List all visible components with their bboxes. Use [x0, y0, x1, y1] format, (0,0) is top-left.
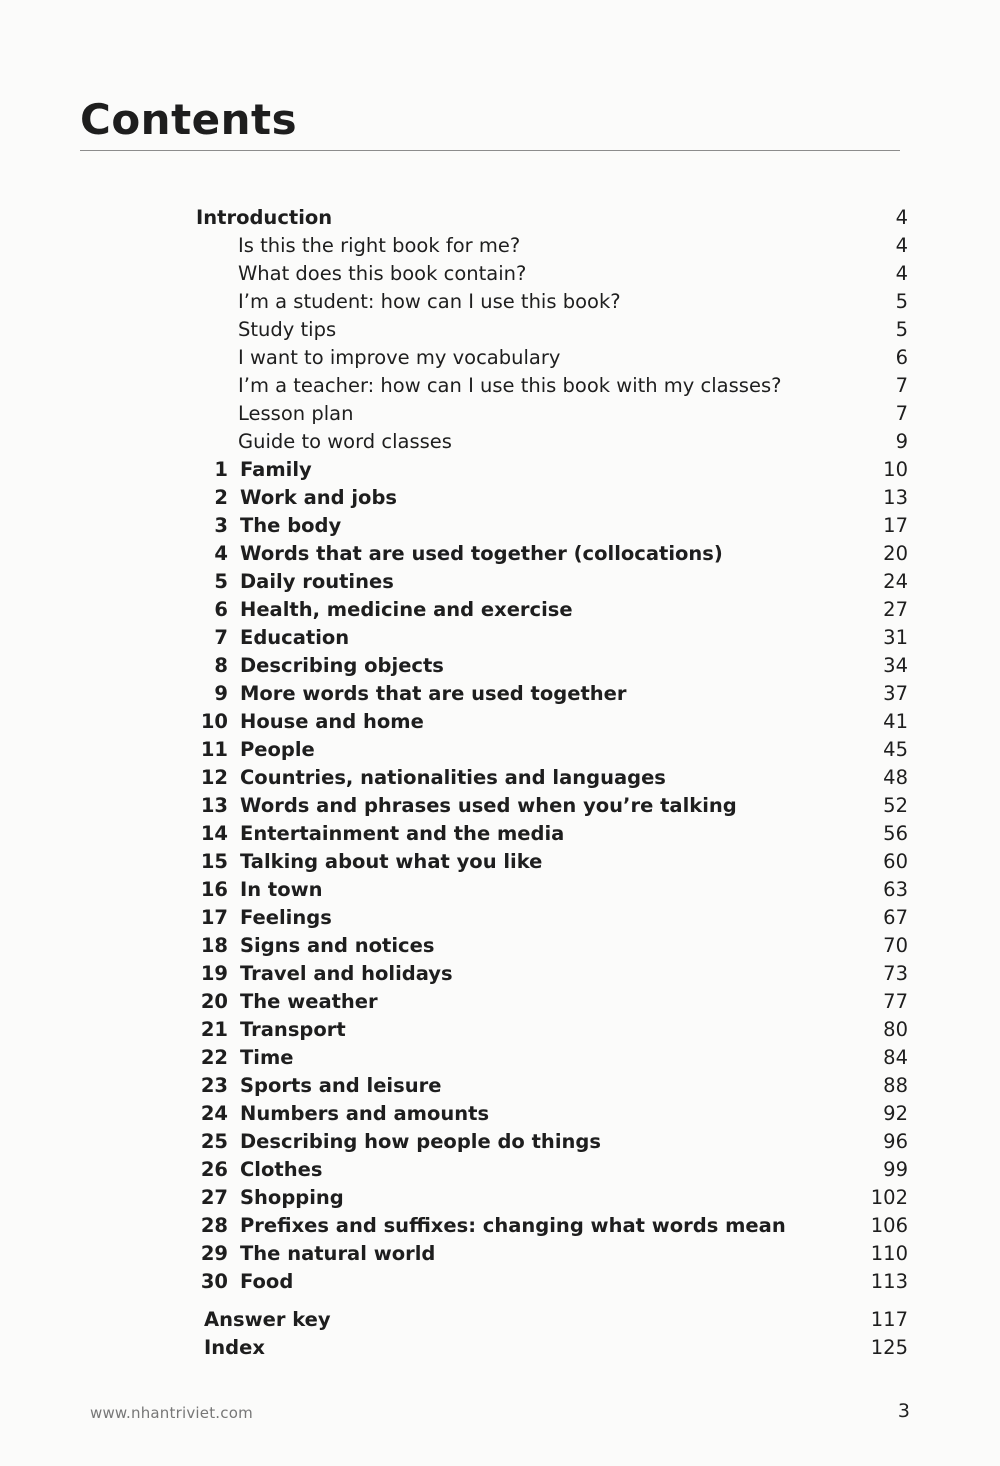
toc-label: The natural world — [240, 1242, 436, 1265]
toc-unit[interactable] — [0, 1240, 1000, 1268]
toc-unit[interactable] — [0, 876, 1000, 904]
toc-back-item[interactable] — [0, 1334, 1000, 1362]
toc-unit-number: 3 — [214, 514, 228, 537]
toc-page: 67 — [883, 906, 908, 929]
toc-page: 113 — [870, 1270, 908, 1293]
toc-unit[interactable] — [0, 596, 1000, 624]
toc-unit[interactable] — [0, 904, 1000, 932]
toc-unit[interactable] — [0, 540, 1000, 568]
toc-unit[interactable] — [0, 1072, 1000, 1100]
toc-unit[interactable] — [0, 680, 1000, 708]
toc-label: I’m a student: how can I use this book? — [238, 290, 621, 313]
toc-page: 52 — [883, 794, 908, 817]
toc-page: 84 — [883, 1046, 908, 1069]
toc-page: 106 — [870, 1214, 908, 1237]
toc-label: I want to improve my vocabulary — [238, 346, 561, 369]
page-number: 3 — [897, 1400, 910, 1422]
toc-label: Answer key — [204, 1308, 331, 1331]
toc-intro-item[interactable] — [0, 372, 1000, 400]
toc-unit[interactable] — [0, 736, 1000, 764]
toc-unit-number: 4 — [214, 542, 228, 565]
toc-unit-number: 14 — [200, 822, 228, 845]
toc-page: 27 — [883, 598, 908, 621]
toc-page: 117 — [870, 1308, 908, 1331]
toc-label: Family — [240, 458, 312, 481]
toc-label: What does this book contain? — [238, 262, 527, 285]
toc-label: Study tips — [238, 318, 337, 341]
back-matter — [0, 1306, 1000, 1362]
toc-unit-number: 24 — [200, 1102, 228, 1125]
toc-page: 70 — [883, 934, 908, 957]
toc-label: Transport — [240, 1018, 346, 1041]
toc-page: 96 — [883, 1130, 908, 1153]
toc-unit-number: 21 — [200, 1018, 228, 1041]
toc-unit-number: 5 — [214, 570, 228, 593]
toc-page: 10 — [883, 458, 908, 481]
toc-page: 41 — [883, 710, 908, 733]
toc-page: 99 — [883, 1158, 908, 1181]
toc-unit-number: 12 — [200, 766, 228, 789]
toc-page: 63 — [883, 878, 908, 901]
toc-unit[interactable] — [0, 960, 1000, 988]
toc-label: Shopping — [240, 1186, 344, 1209]
toc-label: In town — [240, 878, 323, 901]
toc-page: 60 — [883, 850, 908, 873]
toc-page: 45 — [883, 738, 908, 761]
toc-unit-number: 22 — [200, 1046, 228, 1069]
toc-unit-number: 2 — [214, 486, 228, 509]
toc-label: Health, medicine and exercise — [240, 598, 573, 621]
toc-label: Numbers and amounts — [240, 1102, 490, 1125]
toc-unit-number: 20 — [200, 990, 228, 1013]
toc-page: 20 — [883, 542, 908, 565]
toc-page: 7 — [895, 402, 908, 425]
toc-unit-number: 18 — [200, 934, 228, 957]
toc-unit[interactable] — [0, 1044, 1000, 1072]
toc-label: Is this the right book for me? — [238, 234, 521, 257]
toc-intro-item[interactable] — [0, 260, 1000, 288]
toc-page: 4 — [895, 234, 908, 257]
toc-label: House and home — [240, 710, 424, 733]
toc-label: Index — [204, 1336, 265, 1359]
toc-intro-item[interactable] — [0, 232, 1000, 260]
toc-unit-number: 6 — [214, 598, 228, 621]
toc-page: 73 — [883, 962, 908, 985]
toc-page: 4 — [895, 206, 908, 229]
toc-unit[interactable] — [0, 1016, 1000, 1044]
toc-unit-number: 1 — [214, 458, 228, 481]
toc-label: Time — [240, 1046, 294, 1069]
toc-unit[interactable] — [0, 1184, 1000, 1212]
toc-unit-number: 17 — [200, 906, 228, 929]
toc-unit[interactable] — [0, 1100, 1000, 1128]
toc-unit-number: 8 — [214, 654, 228, 677]
toc-page: 6 — [895, 346, 908, 369]
toc-unit-number: 23 — [200, 1074, 228, 1097]
toc-unit-number: 11 — [200, 738, 228, 761]
toc-label: I’m a teacher: how can I use this book with my classes? — [238, 374, 782, 397]
toc-unit-number: 26 — [200, 1158, 228, 1181]
toc-page: 24 — [883, 570, 908, 593]
toc-unit[interactable] — [0, 792, 1000, 820]
toc-page: 92 — [883, 1102, 908, 1125]
toc-page: 5 — [895, 318, 908, 341]
introduction-subitems — [0, 232, 1000, 456]
toc-page: 77 — [883, 990, 908, 1013]
toc-unit-number: 9 — [214, 682, 228, 705]
toc-unit-number: 28 — [200, 1214, 228, 1237]
toc-page: 88 — [883, 1074, 908, 1097]
toc-label: Describing how people do things — [240, 1130, 601, 1153]
toc-unit-number: 25 — [200, 1130, 228, 1153]
toc-label: More words that are used together — [240, 682, 627, 705]
toc-label: Introduction — [196, 206, 333, 229]
toc-unit[interactable] — [0, 1268, 1000, 1296]
toc-page: 31 — [883, 626, 908, 649]
toc-intro-item[interactable] — [0, 316, 1000, 344]
toc-page: 5 — [895, 290, 908, 313]
toc-label: Education — [240, 626, 350, 649]
toc-page: 37 — [883, 682, 908, 705]
toc-intro-item[interactable] — [0, 428, 1000, 456]
toc-page: 7 — [895, 374, 908, 397]
toc-back-item[interactable] — [0, 1306, 1000, 1334]
toc-page: 125 — [870, 1336, 908, 1359]
toc-label: Words that are used together (collocations) — [240, 542, 723, 565]
page-title: Contents — [80, 95, 298, 144]
toc-unit[interactable] — [0, 1156, 1000, 1184]
toc-unit-number: 10 — [200, 710, 228, 733]
toc-label: People — [240, 738, 315, 761]
toc-page: 110 — [870, 1242, 908, 1265]
toc-page: 48 — [883, 766, 908, 789]
toc-unit[interactable] — [0, 708, 1000, 736]
unit-list — [0, 456, 1000, 1296]
toc-unit-number: 19 — [200, 962, 228, 985]
toc-unit[interactable] — [0, 652, 1000, 680]
table-of-contents — [0, 204, 1000, 1362]
toc-label: Guide to word classes — [238, 430, 452, 453]
toc-page: 102 — [870, 1186, 908, 1209]
toc-unit-number: 30 — [200, 1270, 228, 1293]
toc-page: 4 — [895, 262, 908, 285]
toc-label: Lesson plan — [238, 402, 354, 425]
toc-unit[interactable] — [0, 932, 1000, 960]
toc-page: 80 — [883, 1018, 908, 1041]
toc-unit[interactable] — [0, 568, 1000, 596]
toc-unit[interactable] — [0, 1128, 1000, 1156]
toc-unit[interactable] — [0, 988, 1000, 1016]
toc-unit-number: 13 — [200, 794, 228, 817]
toc-unit-number: 16 — [200, 878, 228, 901]
toc-label: Entertainment and the media — [240, 822, 565, 845]
toc-label: Talking about what you like — [240, 850, 543, 873]
footer-url: www.nhantriviet.com — [90, 1404, 253, 1422]
toc-label: Daily routines — [240, 570, 394, 593]
toc-intro-item[interactable] — [0, 400, 1000, 428]
toc-unit[interactable] — [0, 484, 1000, 512]
toc-label: The body — [240, 514, 342, 537]
toc-unit[interactable] — [0, 848, 1000, 876]
toc-unit[interactable] — [0, 820, 1000, 848]
toc-intro-item[interactable] — [0, 344, 1000, 372]
toc-page: 34 — [883, 654, 908, 677]
toc-unit[interactable] — [0, 512, 1000, 540]
toc-unit-number: 29 — [200, 1242, 228, 1265]
toc-unit[interactable] — [0, 764, 1000, 792]
toc-label: Clothes — [240, 1158, 323, 1181]
toc-label: Signs and notices — [240, 934, 435, 957]
toc-introduction[interactable] — [0, 204, 1000, 232]
toc-page: 9 — [895, 430, 908, 453]
toc-page: 56 — [883, 822, 908, 845]
toc-label: Food — [240, 1270, 294, 1293]
toc-intro-item[interactable] — [0, 288, 1000, 316]
toc-label: Prefixes and suffixes: changing what words mean — [240, 1214, 786, 1237]
toc-unit-number: 27 — [200, 1186, 228, 1209]
toc-label: Travel and holidays — [240, 962, 453, 985]
toc-label: Describing objects — [240, 654, 444, 677]
toc-label: Feelings — [240, 906, 332, 929]
toc-unit[interactable] — [0, 456, 1000, 484]
toc-unit-number: 7 — [214, 626, 228, 649]
toc-unit[interactable] — [0, 1212, 1000, 1240]
toc-label: Countries, nationalities and languages — [240, 766, 666, 789]
toc-label: Words and phrases used when you’re talking — [240, 794, 737, 817]
toc-page: 13 — [883, 486, 908, 509]
toc-label: The weather — [240, 990, 378, 1013]
toc-unit-number: 15 — [200, 850, 228, 873]
toc-label: Work and jobs — [240, 486, 398, 509]
toc-page: 17 — [883, 514, 908, 537]
title-divider — [80, 150, 900, 151]
toc-label: Sports and leisure — [240, 1074, 442, 1097]
toc-unit[interactable] — [0, 624, 1000, 652]
